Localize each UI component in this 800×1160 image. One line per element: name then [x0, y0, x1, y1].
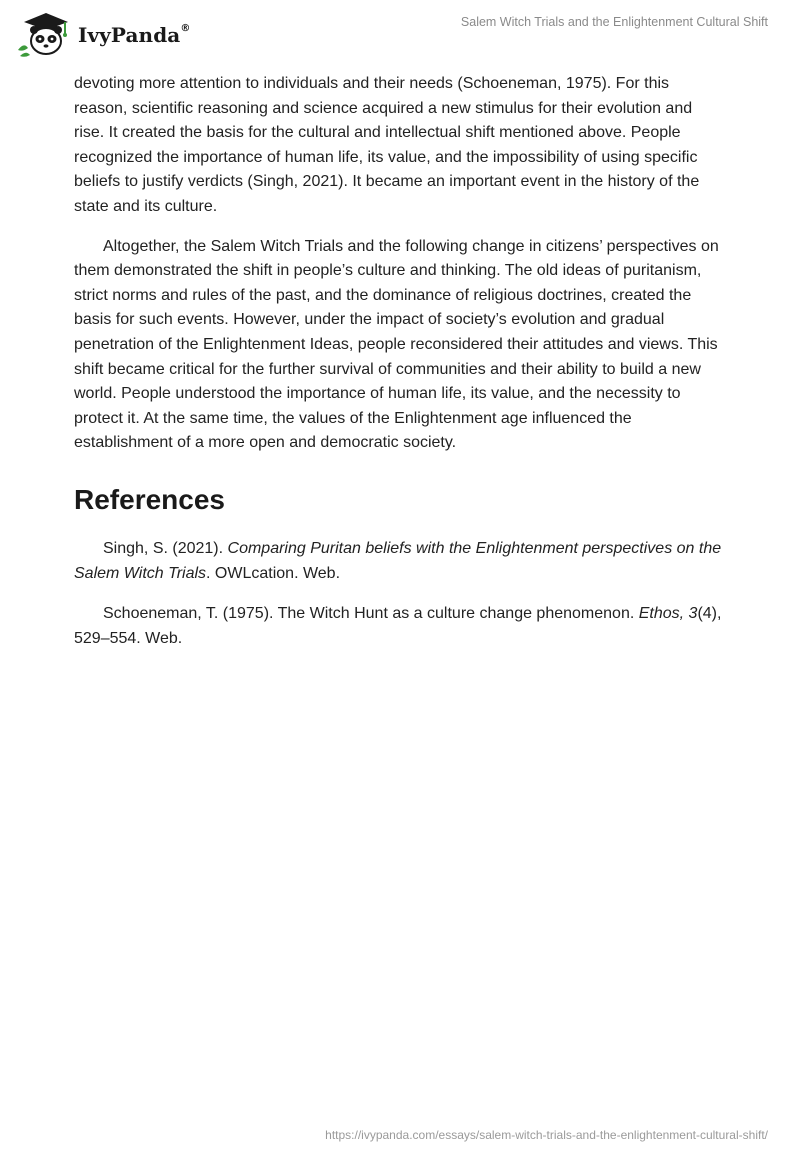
running-title: Salem Witch Trials and the Enlightenment Cultural Shift: [460, 15, 768, 29]
footer-url-link[interactable]: https://ivypanda.com/essays/salem-witch-trials-and-the-enlightenment-cultural-shift/: [325, 1128, 768, 1142]
panda-graduate-icon: [14, 8, 74, 58]
reference-item: Singh, S. (2021). Comparing Puritan beliefs with the Enlightenment perspectives on the Salem Witch Trials. OWLcation. Web.: [74, 539, 722, 582]
body-paragraph: Altogether, the Salem Witch Trials and the following change in citizens’ perspectives on them demonstrated the shift in people’s culture and thinking. The old ideas of puritanism, strict norms and rules of the past, and the dominance of religious doctrines, created the basis for such events. However, under the impact of society’s evolution and gradual penetration of the Enlightenment Ideas, people reconsidered their attitudes and views. This shift became critical for the further survival of communities and their ability to build a new world. People understood the importance of human life, its value, and the necessity to protect it. At the same time, the values of the Enlightenment age influenced the establishment of a more open and democratic society.: [74, 237, 719, 452]
page-header: [0, 0, 800, 64]
ivypanda-logo[interactable]: [14, 8, 190, 58]
reference-item: Schoeneman, T. (1975). The Witch Hunt as a culture change phenomenon. Ethos, 3(4), 529–554. Web.: [74, 605, 722, 647]
essay-content: [74, 72, 726, 667]
references-heading: References: [74, 483, 225, 515]
body-paragraph: devoting more attention to individuals and their needs (Schoeneman, 1975). For this reason, scientific reasoning and science acquired a new stimulus for their evolution and rise. It created the basis for the cultural and intellectual shift mentioned above. People recognized the importance of human life, its value, and the impossibility of using specific beliefs to justify verdicts (Singh, 2021). It became an important event in the history of the state and its culture.: [74, 75, 700, 215]
brand-name: IvyPanda®: [78, 23, 191, 47]
registered-mark: ®: [180, 23, 191, 35]
